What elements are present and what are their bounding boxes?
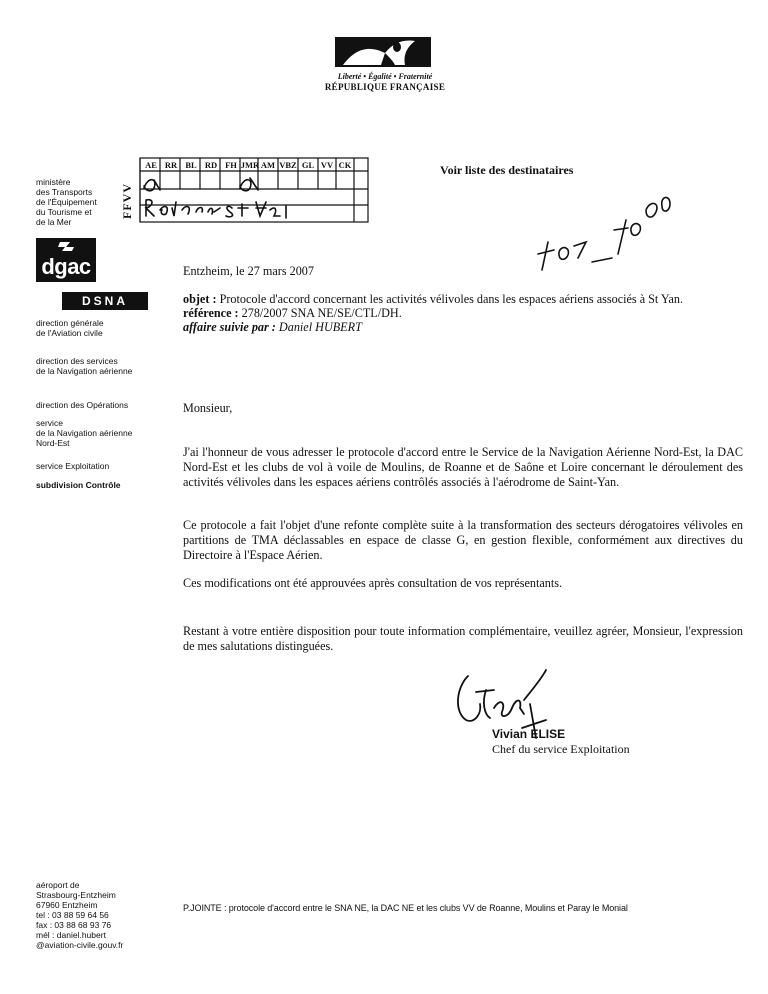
contact-address: [36, 880, 156, 950]
ffvv-text: FFVV: [120, 183, 134, 219]
case-handler-label: affaire suivie par :: [183, 320, 276, 334]
handwritten-annotation: [140, 172, 370, 222]
recipients-note: Voir liste des destinataires: [440, 163, 574, 177]
grid-code: VBZ: [279, 160, 297, 170]
subject-text: Protocole d'accord concernant les activités vélivoles dans les espaces aériens associés à St Yan.: [219, 292, 684, 306]
reference-label: référence :: [183, 306, 239, 320]
dsna-badge: DSNA: [62, 292, 148, 310]
org-subdivision-controle: subdivision Contrôle: [36, 480, 121, 490]
ministry-line: ministère: [36, 177, 71, 187]
org-operations: direction des Opérations: [36, 400, 129, 410]
ministry-line: de l'Équipement: [36, 197, 97, 207]
signatory-title: Chef du service Exploitation: [492, 742, 630, 756]
address-line: @aviation-civile.gouv.fr: [36, 940, 124, 950]
grid-code: RR: [164, 160, 178, 170]
org-dsna: [36, 356, 156, 376]
signatory-name: Vivian ELISE: [492, 727, 566, 741]
grid-code: CK: [338, 160, 352, 170]
grid-code: GL: [301, 160, 315, 170]
ministry-line: du Tourisme et: [36, 207, 92, 217]
grid-code: VV: [320, 160, 334, 170]
subject-line: [183, 292, 743, 307]
org-line: de la Navigation aérienne: [36, 428, 133, 438]
address-line: tel : 03 88 59 64 56: [36, 910, 109, 920]
ministry-line: des Transports: [36, 187, 93, 197]
org-dgac: [36, 318, 156, 338]
salutation: Monsieur,: [183, 401, 233, 415]
handwritten-reference-number: [534, 190, 674, 274]
grid-code: FH: [225, 160, 237, 170]
org-sna-ne: [36, 418, 156, 448]
ministry-line: de la Mer: [36, 217, 72, 227]
reference-line: [183, 306, 743, 321]
grid-code: AE: [145, 160, 157, 170]
grid-code: AM: [260, 160, 276, 170]
republic-name: RÉPUBLIQUE FRANÇAISE: [324, 82, 446, 92]
body-paragraph: J'ai l'honneur de vous adresser le protocole d'accord entre le Service de la Navigation Aérienne Nord-Est, la DAC Nord-Est et les clubs de vol à voile de Moulins, de Roanne et de Saône et Loire concernant le déroulement des activités vélivoles dans les espaces aériens contrôlés associés à l'aérodrome de Saint-Yan.: [183, 445, 743, 489]
address-line: fax : 03 88 68 93 76: [36, 920, 112, 930]
address-line: 67960 Entzheim: [36, 900, 98, 910]
org-line: de la Navigation aérienne: [36, 366, 133, 376]
org-line: de l'Aviation civile: [36, 328, 103, 338]
address-line: mél : daniel.hubert: [36, 930, 106, 940]
grid-code: BL: [185, 160, 197, 170]
body-paragraph: Ce protocole a fait l'objet d'une refonte complète suite à la transformation des secteurs dérogatoires vélivoles en partitions de TMA déclassables en espace de classe G, en gestion flexible, conformément aux directives du Directoire à l'Espace Aérien.: [183, 518, 743, 562]
org-line: direction générale: [36, 318, 104, 328]
ffvv-label: [116, 167, 138, 223]
republic-motto: Liberté • Égalité • Fraternité: [337, 72, 433, 81]
reference-text: 278/2007 SNA NE/SE/CTL/DH.: [241, 306, 402, 320]
grid-code: JMR: [240, 160, 260, 170]
address-line: aéroport de: [36, 880, 80, 890]
attachment-note: P.JOINTE : protocole d'accord entre le SNA NE, la DAC NE et les clubs VV de Roanne, Moulins et Paray le Monial: [183, 903, 628, 913]
grid-code: RD: [204, 160, 218, 170]
dgac-logo-text: dgac: [41, 254, 91, 279]
address-line: Strasbourg-Entzheim: [36, 890, 116, 900]
org-line: direction des services: [36, 356, 118, 366]
org-line: service: [36, 418, 63, 428]
subject-label: objet :: [183, 292, 217, 306]
closing-paragraph: Restant à votre entière disposition pour toute information complémentaire, veuillez agréer, Monsieur, l'expression de mes salutations distinguées.: [183, 624, 743, 653]
case-handler-name: Daniel HUBERT: [278, 320, 362, 334]
body-paragraph: Ces modifications ont été approuvées après consultation de vos représentants.: [183, 576, 563, 590]
place-date: Entzheim, le 27 mars 2007: [183, 264, 314, 278]
org-service-exploitation: service Exploitation: [36, 461, 110, 471]
case-handler-line: [183, 320, 743, 335]
org-line: Nord-Est: [36, 438, 70, 448]
